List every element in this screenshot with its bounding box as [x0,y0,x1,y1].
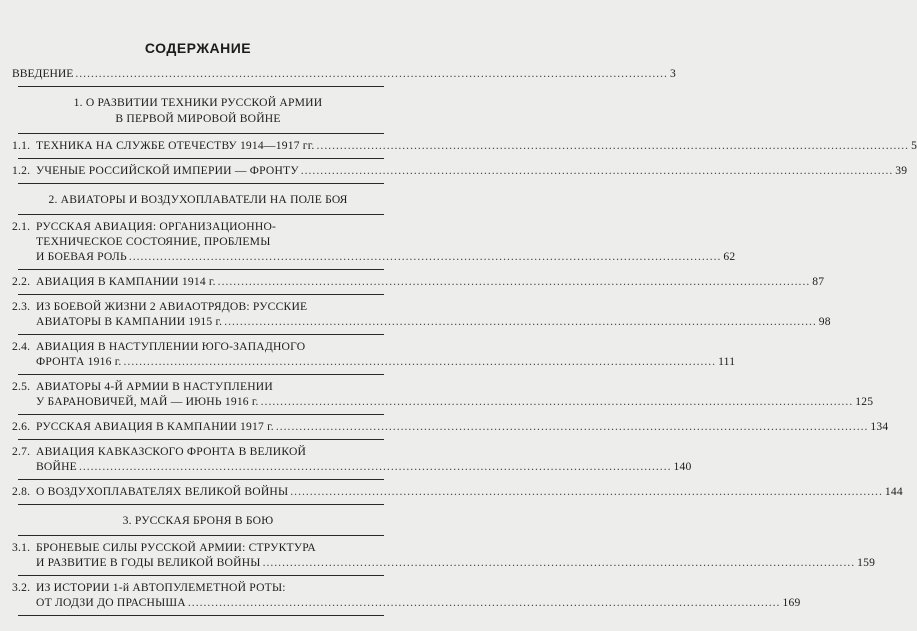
entry-body [36,580,801,610]
entry-title-line: ТЕХНИЧЕСКОЕ СОСТОЯНИЕ, ПРОБЛЕМЫ [36,235,271,248]
divider [18,158,384,159]
divider [18,86,384,87]
leader-dots [129,249,722,264]
entry-body [36,163,908,178]
entry-number: 2.4. [12,340,31,353]
divider [18,535,384,536]
entry-page: 111 [718,355,736,368]
toc-entry [12,274,825,289]
entry-last-line [36,138,917,153]
divider [18,575,384,576]
section-heading [12,513,384,529]
entry-last-line [36,394,874,409]
entry-body [36,484,903,499]
entry-last-line [36,354,736,369]
entry-last-line [36,163,908,178]
toc-entry [12,219,736,264]
toc-entry [12,580,801,610]
section-heading-line: В ПЕРВОЙ МИРОВОЙ ВОЙНЕ [115,112,281,125]
toc-entry [12,339,736,369]
toc-entry [12,163,908,178]
entry-number: 2.8. [12,485,31,498]
entry-body [36,219,736,264]
leader-dots [124,354,717,369]
toc-entry-intro [12,66,676,81]
entry-page: 169 [782,596,801,609]
entry-body [36,540,876,570]
entry-title-line: БРОНЕВЫЕ СИЛЫ РУССКОЙ АРМИИ: СТРУКТУРА [36,541,316,554]
entry-title-line: О ВОЗДУХОПЛАВАТЕЛЯХ ВЕЛИКОЙ ВОЙНЫ [36,485,289,498]
leader-dots [75,66,668,81]
divider [18,479,384,480]
entry-page: 3 [669,67,676,80]
entry-page: 134 [870,420,889,433]
entry-last-line [36,274,825,289]
entry-title-line: АВИАЦИЯ В КАМПАНИИ 1914 г. [36,275,216,288]
entry-title-line: ТЕХНИКА НА СЛУЖБЕ ОТЕЧЕСТВУ 1914—1917 гг. [36,139,315,152]
toc-entry [12,444,692,474]
entry-title-line: У БАРАНОВИЧЕЙ, МАЙ — ИЮНЬ 1916 г. [36,395,259,408]
entry-title-line: ОТ ЛОДЗИ ДО ПРАСНЫША [36,596,186,609]
entry-title-line: РУССКАЯ АВИАЦИЯ В КАМПАНИИ 1917 г. [36,420,274,433]
entry-last-line [36,459,692,474]
entry-number: 3.2. [12,581,31,594]
entry-last-line [36,484,903,499]
divider [18,439,384,440]
entry-title-line: УЧЕНЫЕ РОССИЙСКОЙ ИМПЕРИИ — ФРОНТУ [36,164,299,177]
divider [18,214,384,215]
entry-page: 144 [884,485,903,498]
toc-entry [12,379,874,409]
divider [18,133,384,134]
entry-body [36,379,874,409]
entry-title-line: ИЗ БОЕВОЙ ЖИЗНИ 2 АВИАОТРЯДОВ: РУССКИЕ [36,300,308,313]
page-title: СОДЕРЖАНИЕ [144,40,252,56]
leader-dots [79,459,672,474]
entry-number: 2.6. [12,420,31,433]
entry-page: 62 [723,250,736,263]
entry-last-line [36,314,831,329]
entry-number: 2.5. [12,380,31,393]
entry-title-line: И РАЗВИТИЕ В ГОДЫ ВЕЛИКОЙ ВОЙНЫ [36,556,261,569]
divider [18,269,384,270]
entry-page: 39 [895,164,908,177]
leader-dots [263,555,856,570]
entry-page: 87 [812,275,825,288]
entry-last-line [36,419,889,434]
entry-page: 159 [857,556,876,569]
divider [18,504,384,505]
entry-page: 5 [911,139,917,152]
entry-number: 2.1. [12,220,31,233]
entry-last-line [36,595,801,610]
entry-body [36,419,889,434]
entry-title-line: АВИАЦИЯ КАВКАЗСКОГО ФРОНТА В ВЕЛИКОЙ [36,445,307,458]
divider [18,414,384,415]
entry-last-line [36,555,876,570]
leader-dots [188,595,781,610]
leader-dots [276,419,869,434]
entry-body [36,339,736,369]
toc-entry [12,540,876,570]
entry-number: 3.1. [12,541,31,554]
section-heading-line: 3. РУССКАЯ БРОНЯ В БОЮ [122,514,274,527]
entry-last-line [36,249,736,264]
divider [18,294,384,295]
entry-title-line: АВИАТОРЫ 4-Й АРМИИ В НАСТУПЛЕНИИ [36,380,273,393]
section-heading-line: 2. АВИАТОРЫ И ВОЗДУХОПЛАВАТЕЛИ НА ПОЛЕ БОЯ [48,193,348,206]
leader-dots [224,314,817,329]
entry-page: 125 [855,395,874,408]
entry-title-line: АВИАТОРЫ В КАМПАНИИ 1915 г. [36,315,223,328]
entry-title-line: РУССКАЯ АВИАЦИЯ: ОРГАНИЗАЦИОННО- [36,220,277,233]
entry-label: ВВЕДЕНИЕ [12,67,74,80]
entry-number: 2.3. [12,300,31,313]
leader-dots [301,163,894,178]
entry-body [36,274,825,289]
entry-page: 140 [673,460,692,473]
entry-number: 2.2. [12,275,31,288]
toc-entry [12,484,903,499]
entry-body [36,138,917,153]
entry-body [36,299,831,329]
leader-dots [218,274,811,289]
divider [18,374,384,375]
entry-title-line: ИЗ ИСТОРИИ 1-й АВТОПУЛЕМЕТНОЙ РОТЫ: [36,581,286,594]
entry-number: 1.1. [12,139,31,152]
section-heading [12,95,384,127]
toc-sections [12,95,917,616]
entry-number: 1.2. [12,164,31,177]
leader-dots [261,394,854,409]
entry-title-line: И БОЕВАЯ РОЛЬ [36,250,127,263]
entry-page: 98 [818,315,831,328]
entry-title-line: АВИАЦИЯ В НАСТУПЛЕНИИ ЮГО-ЗАПАДНОГО [36,340,306,353]
entry-body [36,444,692,474]
toc-entry [12,138,917,153]
divider [18,183,384,184]
leader-dots [317,138,910,153]
entry-number: 2.7. [12,445,31,458]
section-heading [12,192,384,208]
entry-title-line: ФРОНТА 1916 г. [36,355,122,368]
divider [18,615,384,616]
toc-entry [12,419,889,434]
entry-title-line: ВОЙНЕ [36,460,77,473]
divider [18,334,384,335]
leader-dots [290,484,883,499]
section-heading-line: 1. О РАЗВИТИИ ТЕХНИКИ РУССКОЙ АРМИИ [73,96,323,109]
toc-entry [12,299,831,329]
